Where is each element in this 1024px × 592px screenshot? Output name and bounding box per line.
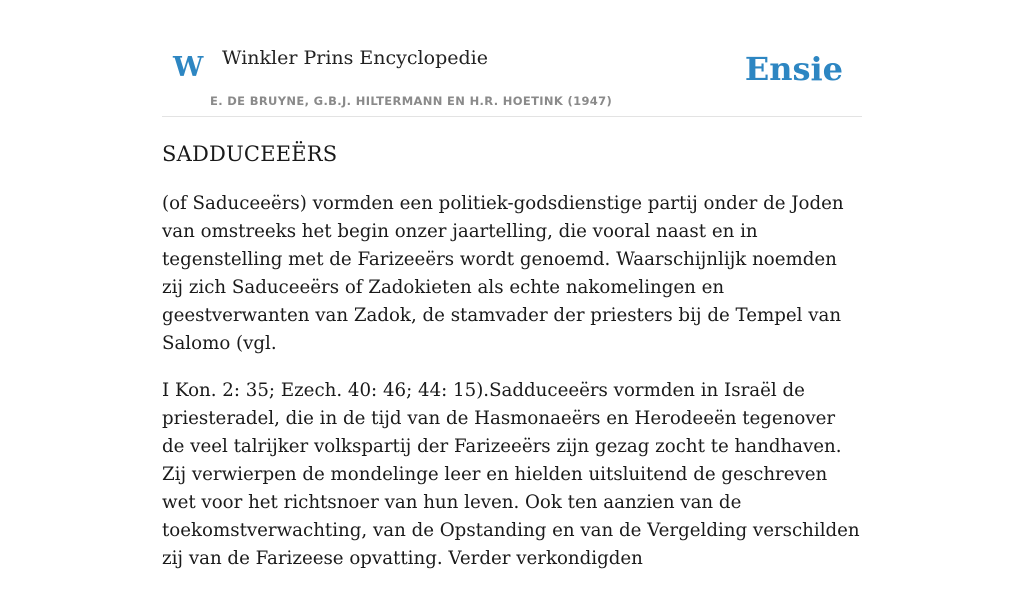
article-paragraph: I Kon. 2: 35; Ezech. 40: 46; 44: 15).Sadduceeërs vormden in Israël de priesteradel, die in de tijd van de Hasmonaeërs en Herodeeën tegenover de veel talrijker volkspartij der Farizeeërs zijn gezag zocht te handhaven. Zij verwierpen de mondelinge leer en hielden uitsluitend de geschreven wet voor het richtsnoer van hun leven. Ook ten aanzien van de toekomstverwachting, van de Opstanding en van de Vergelding verschilden zij van de Farizeese opvatting. Verder verkondigden — [162, 380, 860, 569]
authors-line: E. DE BRUYNE, G.B.J. HILTERMANN EN H.R. HOETINK (1947) — [210, 94, 613, 108]
article-title: SADDUCEEËRS — [162, 142, 338, 166]
site-header — [162, 0, 862, 117]
article — [162, 139, 862, 592]
ensie-logo[interactable]: Ensie — [744, 50, 843, 88]
encyclopedia-title[interactable]: Winkler Prins Encyclopedie — [222, 47, 488, 69]
article-paragraph: (of Saduceeërs) vormden een politiek-godsdienstige partij onder de Joden van omstreeks het begin onzer jaartelling, die vooral naast en in tegenstelling met de Farizeeërs wordt genoemd. Waarschijnlijk noemden zij zich Saduceeërs of Zadokieten als echte nakomelingen en geestverwanten van Zadok, de stamvader der priesters bij de Tempel van Salomo (vgl. — [162, 193, 844, 354]
winkler-prins-logo[interactable]: W — [173, 52, 204, 83]
